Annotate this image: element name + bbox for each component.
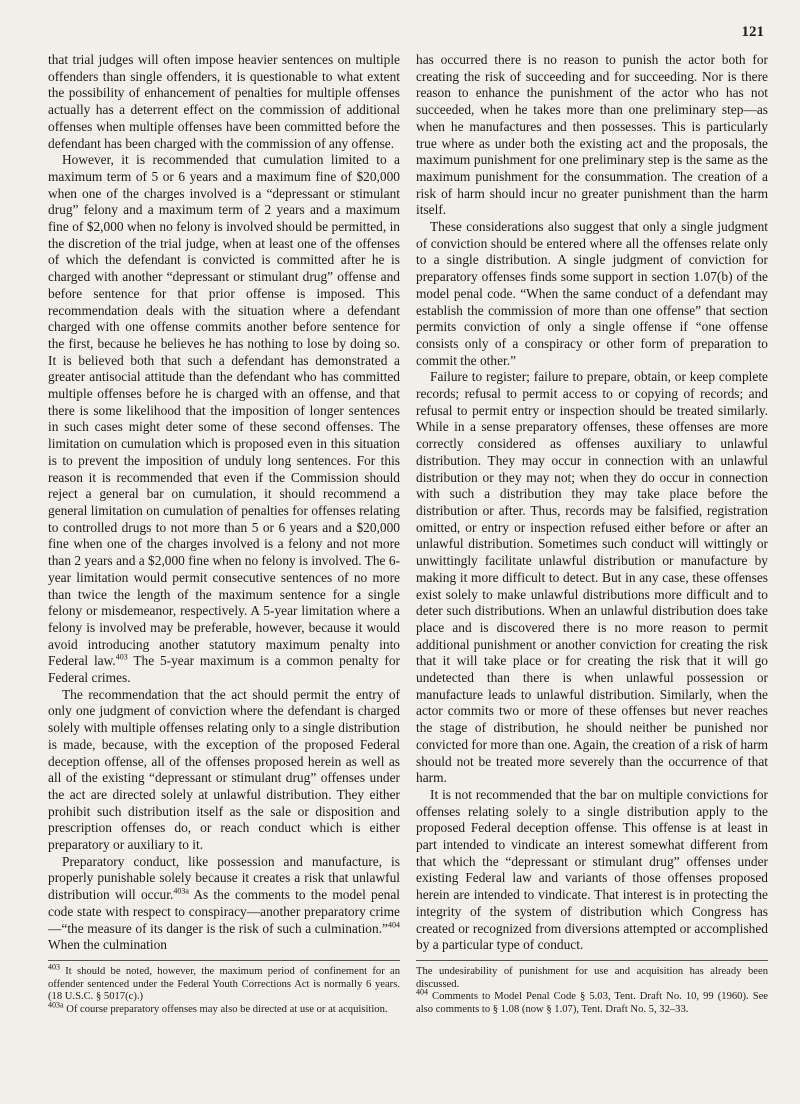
paragraph-text: has occurred there is no reason to punish the actor both for creating the risk of succeeding and for succeeding. Nor is there reason to enhance the punishment of the actor who has not succeeded, when he takes more than one preliminary step—as when he manufactures and then possesses. This is particularly true where as under both the existing act and the proposals, the maximum punishment for one preliminary step is the same as the maximum punishment for the consummation. The creation of a risk of harm should incur no greater punishment than the harm itself. bbox=[416, 52, 768, 218]
paragraph-text: Preparatory conduct, like possession and manufacture, is properly punishable solely because it creates a risk that unlawful distribution will occur. bbox=[48, 853, 400, 903]
footnote-ref: 403a bbox=[173, 886, 189, 896]
paragraph-p3 bbox=[48, 687, 400, 854]
footnote-rule-right bbox=[416, 960, 768, 961]
paragraph-text: It is not recommended that the bar on multiple convictions for offenses relating solely to a single distribution apply to the proposed Federal deception offense. This offense is at least in part intended to vindicate an interest somewhat different from that which the “depressant or stimulant drug” offenses under existing Federal law and variants of those offenses proposed herein are intended to vindicate. That interest is in protecting the integrity of the system of distribution which Congress has created or recognized from diversions attempted or accomplished by a particular type of conduct. bbox=[416, 786, 768, 953]
footnotes-right bbox=[416, 966, 768, 1016]
paragraph-p1 bbox=[48, 52, 400, 152]
paragraph-text: However, it is recommended that cumulation limited to a maximum term of 5 or 6 years and a maximum fine of $20,000 when one of the charges involved is a “depressant or stimulant drug” felony and a maximum term of 2 years and a maximum fine of $2,000 when no felony is involved should be permitted, in the discretion of the trial judge, when at least one of the offenses of which the defendant is convicted is committed after he is charged with another “depressant or stimulant drug” offense and before sentence for that prior offense is imposed. This recommendation deals with the situation where a defendant charged with one offense commits another before sentence for the first, because he believes he has nothing to lose by doing so. It is believed both that such a defendant has demonstrated a greater antisocial attitude than the defendant who has committed multiple offenses before he is charged with an offense, and that there is some likelihood that the imposition of longer sentences in such cases might deter some of these second offenses. The limitation on cumulation which is proposed even in this situation is to prevent the imposition of unduly long sentences. For this reason it is recommended that even if the Commission should reject a general bar on cumulation, it should recommend a general limitation on cumulation of penalties for offenses relating to controlled drugs to not more than 5 or 6 years and a $20,000 fine when one of the charges involved is a felony and not more than 2 years and a $2,000 fine when no felony is involved. The 6-year limitation would permit consecutive sentences of no more than twice the length of the maximum sentence for a single felony or misdemeanor, respectively. A 5-year limitation where a felony is involved may be preferable, however, because it would avoid introducing another statutory maximum penalty into Federal law. bbox=[48, 152, 400, 669]
body-columns bbox=[48, 52, 768, 952]
paragraph-p6 bbox=[416, 219, 768, 369]
footnote-mark: 404 bbox=[416, 987, 428, 997]
page-number: 121 bbox=[741, 24, 764, 40]
footnote-mark: 403 bbox=[48, 962, 60, 972]
paragraph-text: Failure to register; failure to prepare, obtain, or keep complete records; refusal to permit access to or copying of records; and refusal to permit entry or inspection should be treated similarly. While in a sense preparatory offenses, these offenses are more correctly considered as offenses auxiliary to unlawful distribution. They may occur in connection with an unlawful distribution or they may not; when they do occur in connection with such a distribution they may take place before the distribution or after. Thus, records may be falsified, registration omitted, or entry or inspection refused either before or after an unlawful distribution. Sometimes such conduct will wittingly or unwittingly facilitate unlawful distribution or manufacture by making it more difficult to detect. But in any case, these offenses exist solely to make unlawful distributions more difficult and to deter such distributions. When an unlawful distribution does take place and is discovered there is no more reason to permit additional punishment or another conviction for creating the risk that it will take place or for creating the risk that it will go undetected than there is when unlawful possession or manufacture leads to unlawful distribution. Similarly, when the actor commits two or more of these offenses but never reaches the stage of distribution, he should neither be punished nor convicted for more than one. Again, the creation of a risk of harm should not be treated more severely than the occurrence of that harm. bbox=[416, 369, 768, 786]
paragraph-p4 bbox=[48, 854, 400, 954]
footnotes-left bbox=[48, 962, 400, 1016]
footnote-fn403a bbox=[48, 1000, 400, 1017]
footnote-text: The undesirability of punishment for use and acquisition has already been discussed. bbox=[416, 966, 768, 990]
paragraph-p2 bbox=[48, 152, 400, 687]
footnote-mark: 403a bbox=[48, 1000, 64, 1010]
right-column bbox=[416, 52, 768, 952]
footnote-text: It should be noted, however, the maximum period of confinement for an offender sentenced under the Federal Youth Corrections Act is normally 6 years. (18 U.S.C. § 5017(c).) bbox=[48, 966, 400, 1003]
paragraph-text: When the culmination bbox=[48, 937, 167, 953]
paragraph-p7 bbox=[416, 369, 768, 787]
footnote-rule-left bbox=[48, 960, 400, 961]
paragraph-text: These considerations also suggest that only a single judgment of conviction should be entered where all the offenses relate only to a single distribution. A single judgment of conviction for preparatory offenses finds some support in section 1.07(b) of the model penal code. “When the same conduct of a defendant may establish the commission of more than one offense” that section permits conviction of only a single offense if “one offense consists only of a conspiracy or other form of preparation to commit the other.” bbox=[416, 219, 768, 368]
paragraph-p5 bbox=[416, 52, 768, 219]
footnote-ref: 403 bbox=[115, 652, 128, 662]
paragraph-text: The 5-year maximum is a common penalty for Federal crimes. bbox=[48, 653, 400, 686]
paragraph-text: As the comments to the model penal code state with respect to conspiracy—another preparatory crime—“the measure of its danger is the risk of such a culmination.” bbox=[48, 887, 400, 936]
footnote-fn404 bbox=[416, 987, 768, 1016]
footnote-ref: 404 bbox=[388, 920, 400, 930]
footnote-fncont bbox=[416, 966, 768, 991]
footnotes bbox=[48, 962, 768, 1016]
paragraph-text: The recommendation that the act should permit the entry of only one judgment of conviction where the defendant is charged solely with multiple offenses relating only to a single distribution is made, because, with the exception of the proposed Federal deception offense, all of the offenses proposed herein as well as all of the existing “depressant or stimulant drug” offenses under the act are directed solely at unlawful distribution. They either prohibit such distribution itself as the sale or disposition and prescription offenses do, or reach conduct which is either preparatory or auxiliary to it. bbox=[48, 686, 400, 853]
footnote-text: Of course preparatory offenses may also be directed at use or at acquisition. bbox=[63, 1003, 388, 1015]
footnote-text: Comments to Model Penal Code § 5.03, Tent. Draft No. 10, 99 (1960). See also comments to § 1.08 (now § 1.07), Tent. Draft No. 5, 32–33. bbox=[416, 991, 768, 1015]
paragraph-text: that trial judges will often impose heavier sentences on multiple offenders than single offenders, it is questionable to what extent the possibility of enhancement of penalties for multiple offenses actually has a deterrent effect on the commission of additional offenses when multiple offenses have been committed before the defendant has been charged with the commission of any offense. bbox=[48, 52, 400, 151]
footnote-fn403 bbox=[48, 962, 400, 1004]
left-column bbox=[48, 52, 400, 952]
paragraph-p8 bbox=[416, 787, 768, 954]
